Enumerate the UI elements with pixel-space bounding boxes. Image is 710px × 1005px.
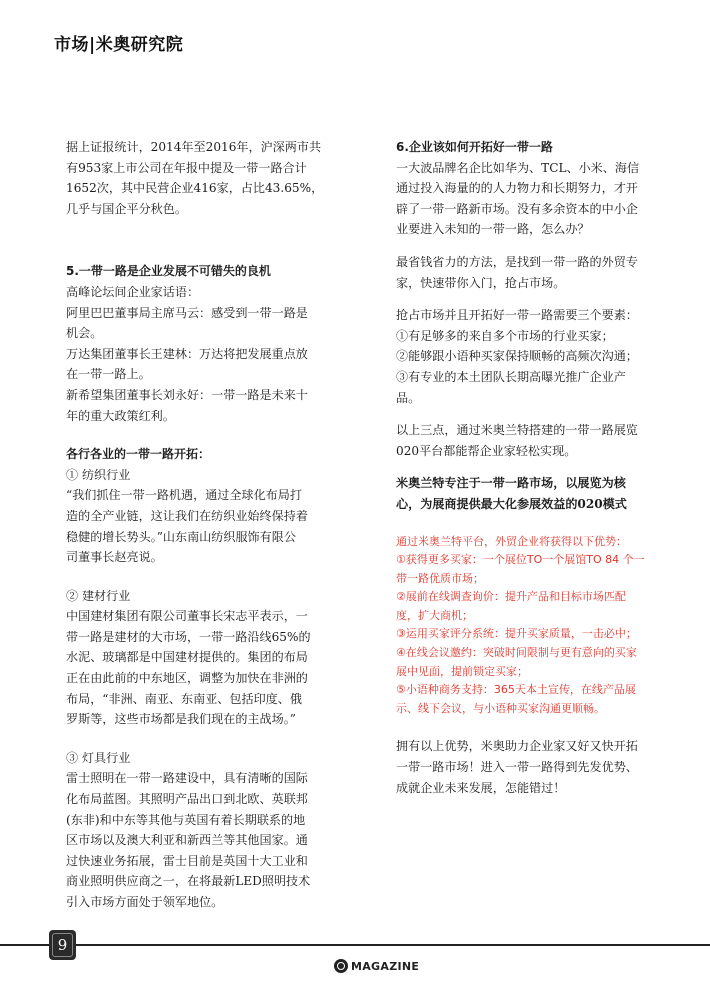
textile-line: 司董事长赵亮说。 — [66, 550, 163, 565]
advantage-line: ④在线会议邀约：突破时间限制与更有意向的买家 — [396, 646, 637, 660]
industry-building-materials-heading: ② 建材行业 — [66, 588, 131, 603]
advantage-line: 示、线下会议，与小语种买家沟通更顺畅。 — [396, 701, 605, 715]
section-5-heading: 5.一带一路是企业发展不可错失的良机 — [66, 264, 271, 279]
method-line: 最省钱省力的方法，是找到一带一路的外贸专 — [396, 254, 638, 269]
section-6-line: 业要进入未知的一带一路，怎么办？ — [396, 222, 590, 237]
advantage-line: 展中见面，提前锁定买家； — [396, 664, 528, 678]
advantage-line: 带一路优质市场； — [396, 571, 484, 585]
industry-lighting-heading: ③ 灯具行业 — [66, 750, 131, 765]
section-6-line: 通过投入海量的的人力物力和长期努力，才开 — [396, 181, 638, 196]
advantage-line: ①获得更多买家：一个展位TO一个展馆TO 84 个一 — [396, 553, 645, 567]
platform-line: 020平台都能帮企业家轻松实现。 — [396, 443, 577, 458]
advantage-line: 度，扩大商机； — [396, 608, 473, 622]
requirements-line: ①有足够多的来自多个市场的行业买家； — [396, 328, 614, 343]
lighting-line: 化布局蓝图。其照明产品出口到北欧、英联邦 — [66, 792, 308, 807]
intro-line: 据上证报统计，2014年至2016年，沪深两市共 — [66, 140, 322, 154]
section-6-line: 辟了一带一路新市场。没有多余资本的中小企 — [396, 201, 638, 216]
advantage-line: ⑤小语种商务支持：365天本土宣传，在线产品展 — [396, 683, 636, 697]
intro-line: 有953家上市公司在年报中提及一带一路合计 — [66, 160, 307, 175]
quote-line: 年的重大政策红利。 — [66, 408, 175, 423]
focus-line: 米奥兰特专注于一带一路市场，以展览为核 — [396, 476, 626, 491]
advantage-line: ③运用买家评分系统：提升买家质量，一击必中； — [396, 627, 637, 641]
quote-line: 阿里巴巴董事局主席马云：感受到一带一路是 — [66, 305, 308, 320]
method-line: 家，快速带你入门，抢占市场。 — [396, 275, 566, 290]
lighting-line: 雷士照明在一带一路建设中，具有清晰的国际 — [66, 771, 308, 786]
industry-textile-heading: ① 纺织行业 — [66, 467, 131, 482]
lighting-line: (东非)和中东等其他与英国有着长期联系的地 — [66, 812, 306, 827]
building-materials-line: 罗斯等，这些市场都是我们现在的主战场。” — [66, 712, 296, 727]
quote-line: 机会。 — [66, 326, 103, 341]
section-6-heading: 6.企业该如何开拓好一带一路 — [396, 140, 553, 154]
lighting-line: 引入市场方面处于领军地位。 — [66, 895, 224, 909]
section-6-line: 一大波品牌名企比如华为、TCL、小米、海信 — [396, 160, 640, 175]
page-number-badge — [49, 930, 76, 960]
advantages-list — [396, 533, 660, 719]
requirements-line: ③有专业的本土团队长期高曝光推广企业产 — [396, 369, 626, 384]
textile-line: “我们抓住一带一路机遇，通过全球化布局打 — [66, 488, 302, 503]
closing-line: 拥有以上优势，米奥助力企业家又好又快开拓 — [396, 739, 638, 754]
platform-line: 以上三点，通过米奥兰特搭建的一带一路展览 — [396, 423, 638, 438]
lighting-line: 商业照明供应商之一，在将最新LED照明技术 — [66, 874, 311, 889]
logo-mark-icon — [334, 959, 348, 973]
quote-line: 在一带一路上。 — [66, 367, 151, 382]
building-materials-line: 正在由此前的中东地区，调整为加快在非洲的 — [66, 671, 308, 686]
quote-line: 万达集团董事长王建林：万达将把发展重点放 — [66, 346, 308, 361]
textile-line: 造的全产业链，这让我们在纺织业始终保持着 — [66, 508, 308, 523]
requirements-line: ②能够跟小语种买家保持顺畅的高频次沟通； — [396, 349, 638, 364]
requirements-line: 品。 — [396, 390, 421, 405]
requirements-line: 抢占市场并且开拓好一带一路需要三个要素： — [396, 308, 638, 323]
textile-line: 稳健的增长势头。”山东南山纺织服饰有限公 — [66, 529, 296, 544]
footer-divider — [0, 944, 710, 946]
logo-text: MAGAZINE — [351, 959, 420, 973]
page-number: 9 — [57, 936, 68, 954]
focus-line: 心，为展商提供最大化参展效益的020模式 — [396, 496, 627, 511]
magazine-logo — [334, 958, 419, 974]
left-column — [66, 137, 324, 913]
intro-line: 1652次，其中民营企业416家，占比43.65%， — [66, 181, 324, 196]
advantage-line: 通过米奥兰特平台，外贸企业将获得以下优势： — [396, 534, 627, 548]
building-materials-line: 布局，“非洲、南亚、东南亚、包括印度、俄 — [66, 691, 302, 706]
building-materials-line: 水泥、玻璃都是中国建材提供的。集团的布局 — [66, 650, 308, 665]
building-materials-line: 带一路是建材的大市场，一带一路沿线65%的 — [66, 629, 311, 644]
intro-paragraph — [66, 137, 324, 219]
quote-line: 新希望集团董事长刘永好：一带一路是未来十 — [66, 387, 308, 402]
lighting-line: 过快速业务拓展，雷士目前是英国十大工业和 — [66, 853, 308, 868]
closing-line: 一带一路市场！进入一带一路得到先发优势、 — [396, 760, 638, 775]
closing-line: 成就企业未来发展，怎能错过！ — [396, 780, 566, 795]
industries-heading: 各行各业的一带一路开拓： — [66, 447, 211, 462]
intro-line: 几乎与国企平分秋色。 — [66, 201, 187, 216]
right-column — [396, 137, 660, 798]
building-materials-line: 中国建材集团有限公司董事长宋志平表示，一 — [66, 609, 308, 624]
advantage-line: ②展前在线调查询价：提升产品和目标市场匹配 — [396, 590, 626, 604]
section-5-subheading: 高峰论坛间企业家话语： — [66, 284, 200, 299]
page-header-title: 市场|米奥研究院 — [54, 35, 184, 55]
lighting-line: 区市场以及澳大利亚和新西兰等其他国家。通 — [66, 833, 308, 848]
